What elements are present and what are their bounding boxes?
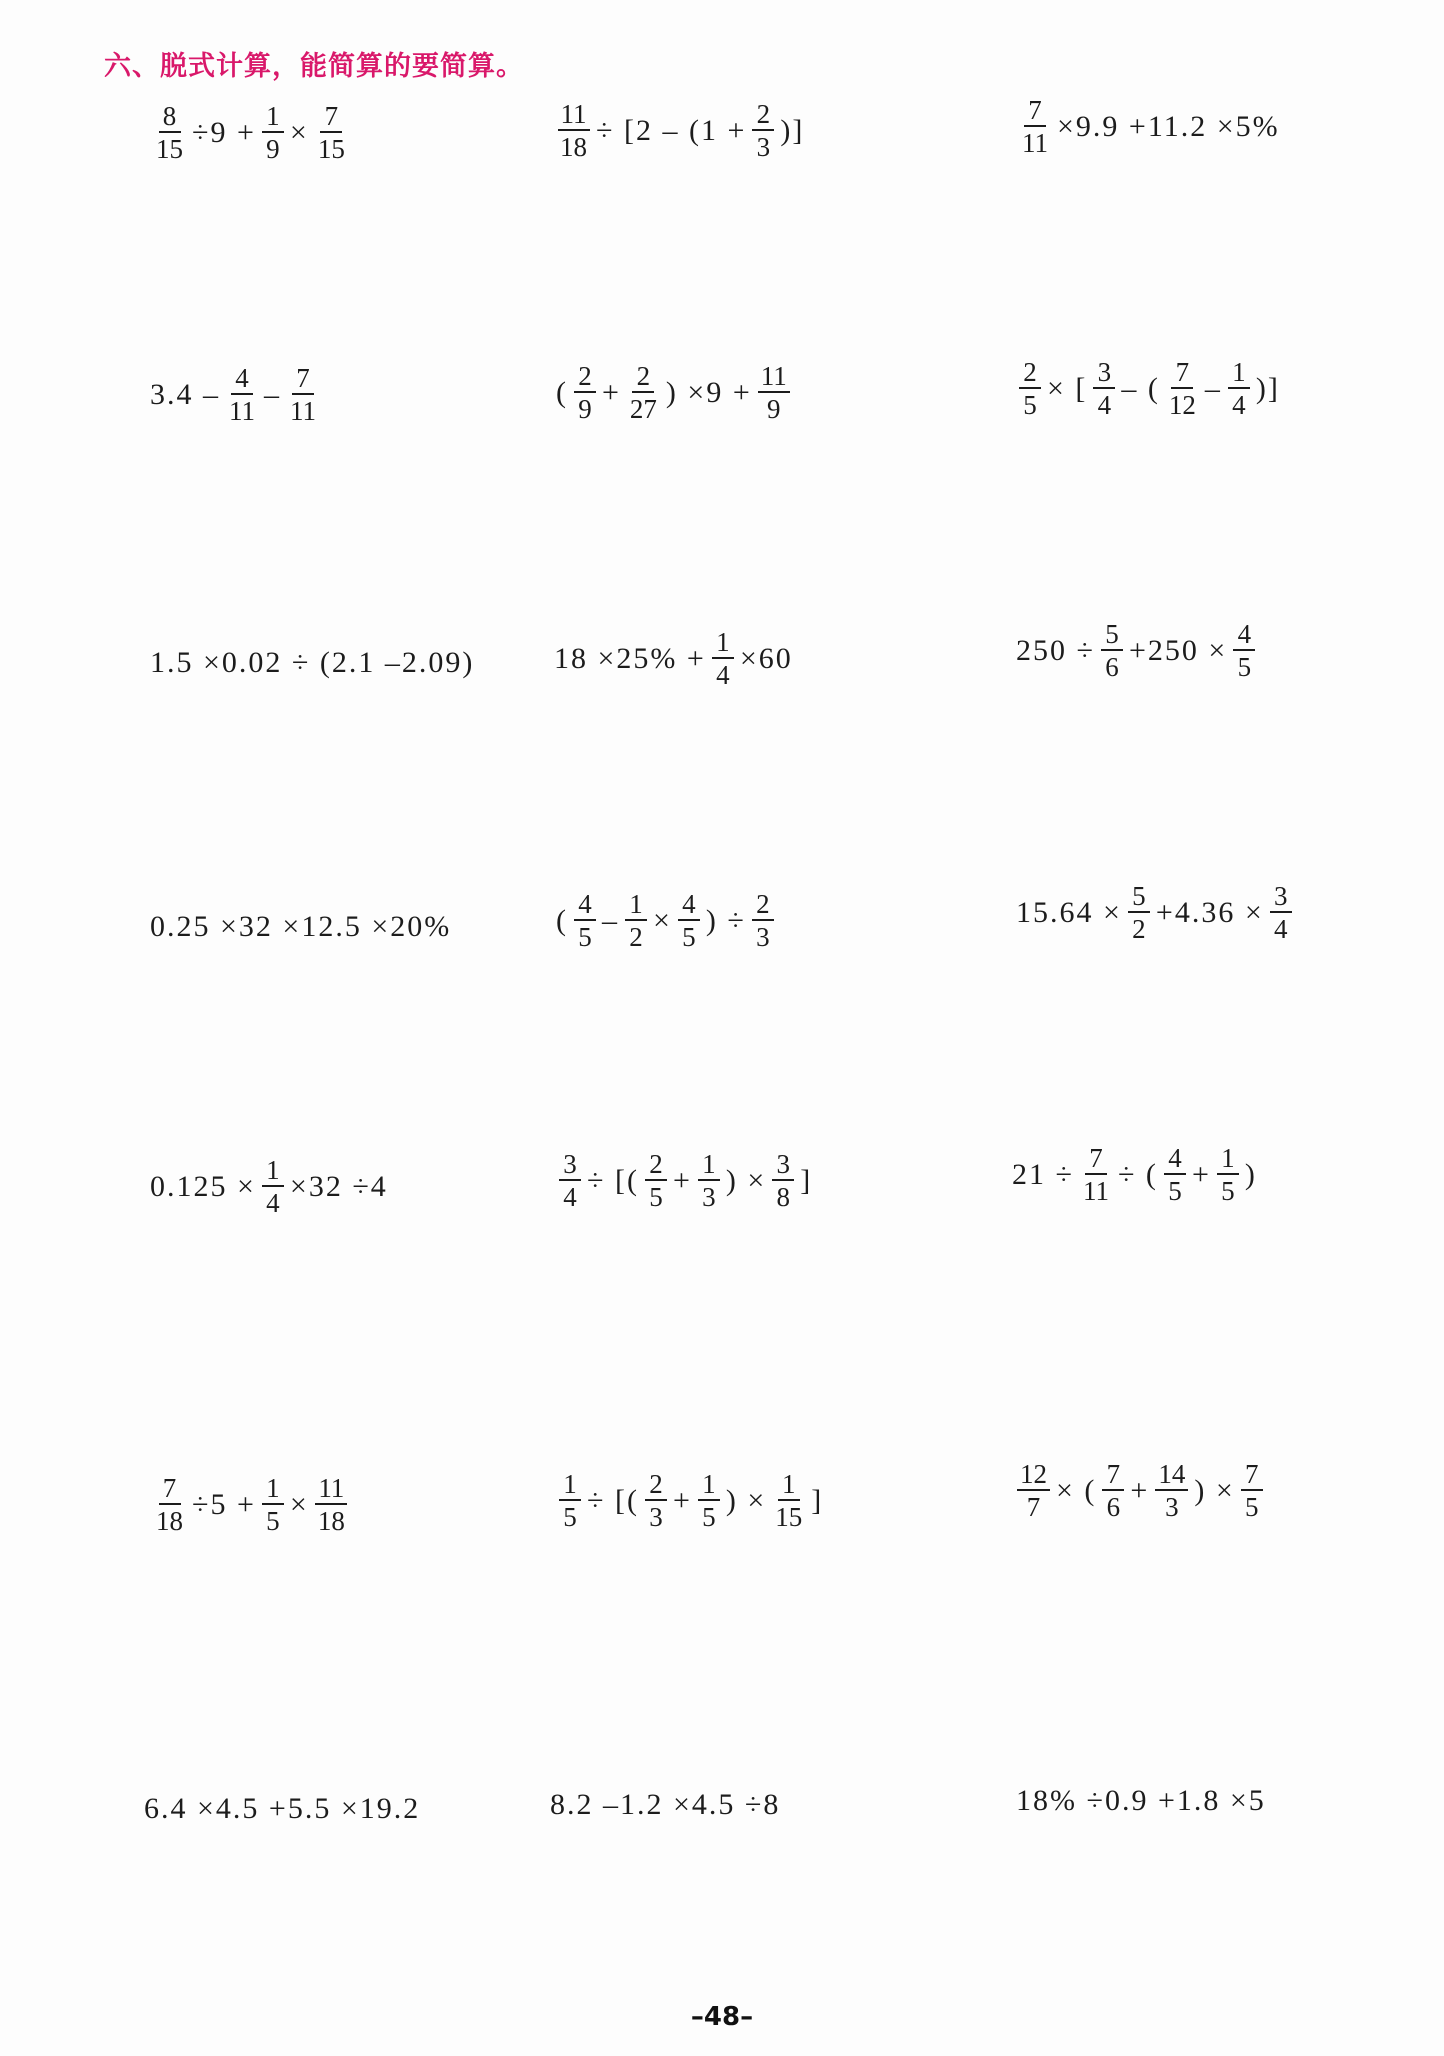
section-heading: 六、脱式计算，能简算的要简算。 <box>104 51 524 82</box>
problem-2: $\frac{11}{18}$ ÷ [2 – (1 + $\frac{2}{3}$ )] <box>554 100 804 162</box>
fraction: $\frac{1}{5}$ <box>559 1470 581 1532</box>
fraction: $\frac{7}{15}$ <box>317 101 345 165</box>
fraction: $\frac{3}{4}$ <box>1093 358 1115 420</box>
problem-1: $\frac{8}{15}$ ÷9 + $\frac{1}{9}$ × $\frac{7}{15}$ <box>150 102 351 164</box>
fraction: $\frac{2}{5}$ <box>645 1150 667 1212</box>
fraction: $\frac{2}{3}$ <box>752 890 774 952</box>
fraction: $\frac{11}{18}$ <box>315 1474 348 1536</box>
problem-10: 0.25 ×32 ×12.5 ×20% <box>150 910 452 943</box>
fraction: $\frac{7}{11}$ <box>1022 95 1048 159</box>
problem-18: $\frac{12}{7}$ × ( $\frac{7}{6}$ + $\frac{14}{3}$ ) × $\frac{7}{5}$ <box>1014 1460 1266 1522</box>
fraction: $\frac{1}{2}$ <box>625 890 647 952</box>
problem-3: $\frac{7}{11}$ ×9.9 +11.2 ×5% <box>1016 96 1280 158</box>
fraction: $\frac{1}{15}$ <box>775 1469 803 1533</box>
problem-21: 18% ÷0.9 +1.8 ×5 <box>1016 1784 1266 1817</box>
fraction: $\frac{4}{5}$ <box>1164 1144 1186 1206</box>
fraction: $\frac{1}{4}$ <box>262 1156 284 1218</box>
fraction: $\frac{5}{6}$ <box>1101 620 1123 682</box>
fraction: $\frac{2}{3}$ <box>645 1470 667 1532</box>
fraction: $\frac{7}{18}$ <box>156 1473 183 1537</box>
fraction: $\frac{4}{5}$ <box>678 890 700 952</box>
fraction: $\frac{4}{5}$ <box>1233 620 1255 682</box>
fraction: $\frac{2}{5}$ <box>1019 358 1041 420</box>
fraction: $\frac{1}{4}$ <box>1228 358 1250 420</box>
problem-7: 1.5 ×0.02 ÷ (2.1 –2.09) <box>150 646 475 679</box>
problem-5: ( $\frac{2}{9}$ + $\frac{2}{27}$ ) ×9 + $\frac{11}{9}$ <box>556 362 793 424</box>
problem-11: ( $\frac{4}{5}$ – $\frac{1}{2}$ × $\frac{4}{5}$ ) ÷ $\frac{2}{3}$ <box>556 890 777 952</box>
fraction: $\frac{3}{4}$ <box>1270 882 1292 944</box>
fraction: $\frac{2}{3}$ <box>752 100 774 162</box>
problem-20: 8.2 –1.2 ×4.5 ÷8 <box>550 1788 781 1821</box>
fraction: $\frac{1}{5}$ <box>698 1470 720 1532</box>
problem-14: $\frac{3}{4}$ ÷ [( $\frac{2}{5}$ + $\frac{1}{3}$ ) × $\frac{3}{8}$ ] <box>556 1150 812 1212</box>
fraction: $\frac{11}{9}$ <box>758 362 790 424</box>
fraction: $\frac{8}{15}$ <box>156 101 183 165</box>
fraction: $\frac{1}{9}$ <box>262 102 284 164</box>
fraction: $\frac{11}{18}$ <box>557 100 590 162</box>
fraction: $\frac{3}{4}$ <box>559 1150 581 1212</box>
fraction: $\frac{14}{3}$ <box>1155 1460 1188 1522</box>
fraction: $\frac{1}{3}$ <box>698 1150 720 1212</box>
fraction: $\frac{7}{5}$ <box>1241 1460 1263 1522</box>
problem-9: 250 ÷ $\frac{5}{6}$ +250 × $\frac{4}{5}$ <box>1016 620 1258 682</box>
fraction: $\frac{2}{27}$ <box>629 361 657 425</box>
problem-17: $\frac{1}{5}$ ÷ [( $\frac{2}{3}$ + $\frac{1}{5}$ ) × $\frac{1}{15}$ ] <box>556 1470 823 1532</box>
fraction: $\frac{12}{7}$ <box>1017 1460 1050 1522</box>
problem-4: 3.4 – $\frac{4}{11}$ – $\frac{7}{11}$ <box>150 364 322 426</box>
fraction: $\frac{5}{2}$ <box>1128 882 1150 944</box>
fraction: $\frac{1}{5}$ <box>262 1474 284 1536</box>
fraction: $\frac{7}{11}$ <box>1082 1143 1109 1207</box>
fraction: $\frac{7}{11}$ <box>290 363 316 427</box>
fraction: $\frac{1}{5}$ <box>1217 1144 1239 1206</box>
fraction: $\frac{1}{4}$ <box>712 628 734 690</box>
problem-6: $\frac{2}{5}$ × [ $\frac{3}{4}$ – ( $\frac{7}{12}$ – $\frac{1}{4}$ )] <box>1016 358 1280 420</box>
page-number: –48– <box>690 2002 754 2032</box>
fraction: $\frac{4}{11}$ <box>229 363 255 427</box>
fraction: $\frac{7}{6}$ <box>1102 1460 1124 1522</box>
fraction: $\frac{3}{8}$ <box>772 1150 794 1212</box>
fraction: $\frac{4}{5}$ <box>574 890 596 952</box>
problem-12: 15.64 × $\frac{5}{2}$ +4.36 × $\frac{3}{4}$ <box>1016 882 1295 944</box>
problem-13: 0.125 × $\frac{1}{4}$ ×32 ÷4 <box>150 1155 388 1219</box>
problem-15: 21 ÷ $\frac{7}{11}$ ÷ ( $\frac{4}{5}$ + $\frac{1}{5}$ ) <box>1012 1143 1257 1207</box>
fraction: $\frac{7}{12}$ <box>1168 357 1196 421</box>
problem-19: 6.4 ×4.5 +5.5 ×19.2 <box>144 1792 421 1825</box>
problem-8: 18 ×25% + $\frac{1}{4}$ ×60 <box>554 627 793 691</box>
problem-16: $\frac{7}{18}$ ÷5 + $\frac{1}{5}$ × $\frac{11}{18}$ <box>150 1474 351 1536</box>
fraction: $\frac{2}{9}$ <box>574 362 596 424</box>
